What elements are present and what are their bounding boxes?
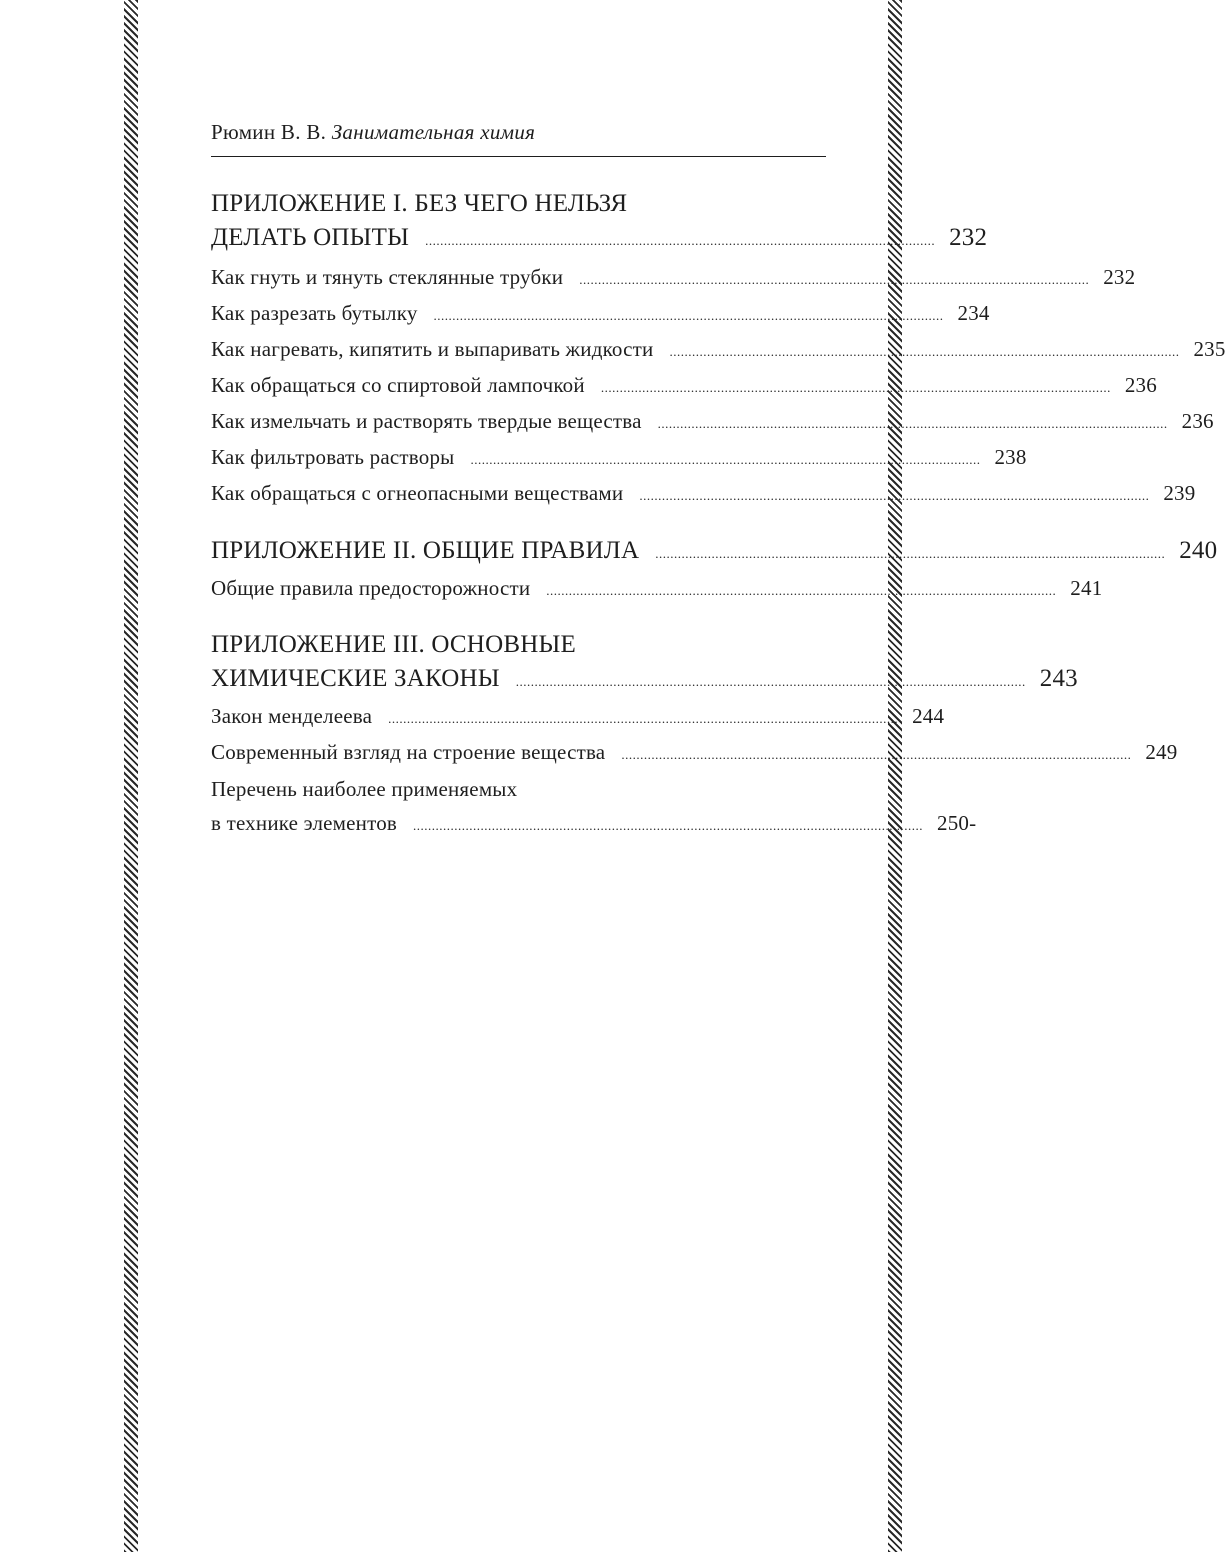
dot-leader: ........................................................................................................................................ <box>425 233 936 248</box>
page-number: 232 <box>1103 265 1136 289</box>
header-rule <box>211 156 826 157</box>
dot-leader: ........................................................................................................................................ <box>639 488 1150 503</box>
toc-item-label: Как гнуть и тянуть стеклянные трубки <box>211 265 564 289</box>
page-number: 236 <box>1181 409 1214 433</box>
toc-item-label: в технике элементов <box>211 811 398 835</box>
toc-item[interactable] <box>211 445 1027 470</box>
header-author: Рюмин В. В. <box>211 120 327 144</box>
toc-item-label: Как обращаться с огнеопасными веществами <box>211 481 624 505</box>
dot-leader: ........................................................................................................................................ <box>600 380 1111 395</box>
toc-item[interactable] <box>211 265 1136 290</box>
appendix-2-entry[interactable] <box>211 537 1218 565</box>
dot-leader: ........................................................................................................................................ <box>621 747 1132 762</box>
dot-leader: ........................................................................................................................................ <box>388 711 899 726</box>
page-number: 239 <box>1163 481 1196 505</box>
page-number: 241 <box>1070 576 1103 600</box>
header-book-title: Занимательная химия <box>331 120 536 144</box>
toc-item-label: Общие правила предосторожности <box>211 576 531 600</box>
toc-item[interactable] <box>211 811 977 836</box>
toc-item-label: Как измельчать и растворять твердые вещества <box>211 409 642 433</box>
toc-item[interactable] <box>211 373 1157 398</box>
dot-leader: ........................................................................................................................................ <box>470 452 981 467</box>
page-number: 232 <box>949 224 988 251</box>
page-number: 244 <box>912 704 945 728</box>
page-number: 249 <box>1145 740 1178 764</box>
toc-item[interactable] <box>211 481 1196 506</box>
page-number: 236 <box>1124 373 1157 397</box>
page-number: 235 <box>1193 337 1226 361</box>
toc-item[interactable] <box>211 704 945 729</box>
dot-leader: ........................................................................................................................................ <box>546 583 1057 598</box>
page-number: 238 <box>994 445 1027 469</box>
page-number: 250- <box>937 811 977 835</box>
dot-leader: ........................................................................................................................................ <box>413 818 924 833</box>
toc-item-label: Закон менделеева <box>211 704 373 728</box>
dot-leader: ........................................................................................................................................ <box>655 546 1166 561</box>
toc-item-label: Как нагревать, кипятить и выпаривать жидкости <box>211 337 654 361</box>
appendix-3-title-line1: ПРИЛОЖЕНИЕ III. ОСНОВНЫЕ <box>211 631 576 658</box>
page-number: 240 <box>1179 537 1218 564</box>
appendix-1-title-line2: ДЕЛАТЬ ОПЫТЫ <box>211 224 410 251</box>
dot-leader: ........................................................................................................................................ <box>433 308 944 323</box>
toc-item[interactable] <box>211 576 1103 601</box>
appendix-3-title-line2: ХИМИЧЕСКИЕ ЗАКОНЫ <box>211 665 500 692</box>
decorative-border-left <box>124 0 138 1552</box>
dot-leader: ........................................................................................................................................ <box>657 416 1168 431</box>
dot-leader: ........................................................................................................................................ <box>669 344 1180 359</box>
appendix-2-title: ПРИЛОЖЕНИЕ II. ОБЩИЕ ПРАВИЛА <box>211 537 640 564</box>
toc-item-label: Как фильтровать растворы <box>211 445 455 469</box>
toc-item[interactable] <box>211 337 1226 362</box>
dot-leader: ........................................................................................................................................ <box>515 674 1026 689</box>
toc-item[interactable] <box>211 409 1214 434</box>
appendix-1-title-line1: ПРИЛОЖЕНИЕ I. БЕЗ ЧЕГО НЕЛЬЗЯ <box>211 190 628 217</box>
toc-item-label-line1: Перечень наиболее применяемых <box>211 777 518 801</box>
toc-item-label: Как обращаться со спиртовой лампочкой <box>211 373 585 397</box>
appendix-3-entry[interactable] <box>211 665 1078 693</box>
toc-item-label: Современный взгляд на строение вещества <box>211 740 606 764</box>
toc-item[interactable] <box>211 301 990 326</box>
page-number: 234 <box>957 301 990 325</box>
appendix-1-entry[interactable] <box>211 224 988 252</box>
toc-item[interactable] <box>211 740 1178 765</box>
toc-item-label: Как разрезать бутылку <box>211 301 418 325</box>
dot-leader: ........................................................................................................................................ <box>579 272 1090 287</box>
page-number: 243 <box>1039 665 1078 692</box>
running-header <box>211 120 826 145</box>
